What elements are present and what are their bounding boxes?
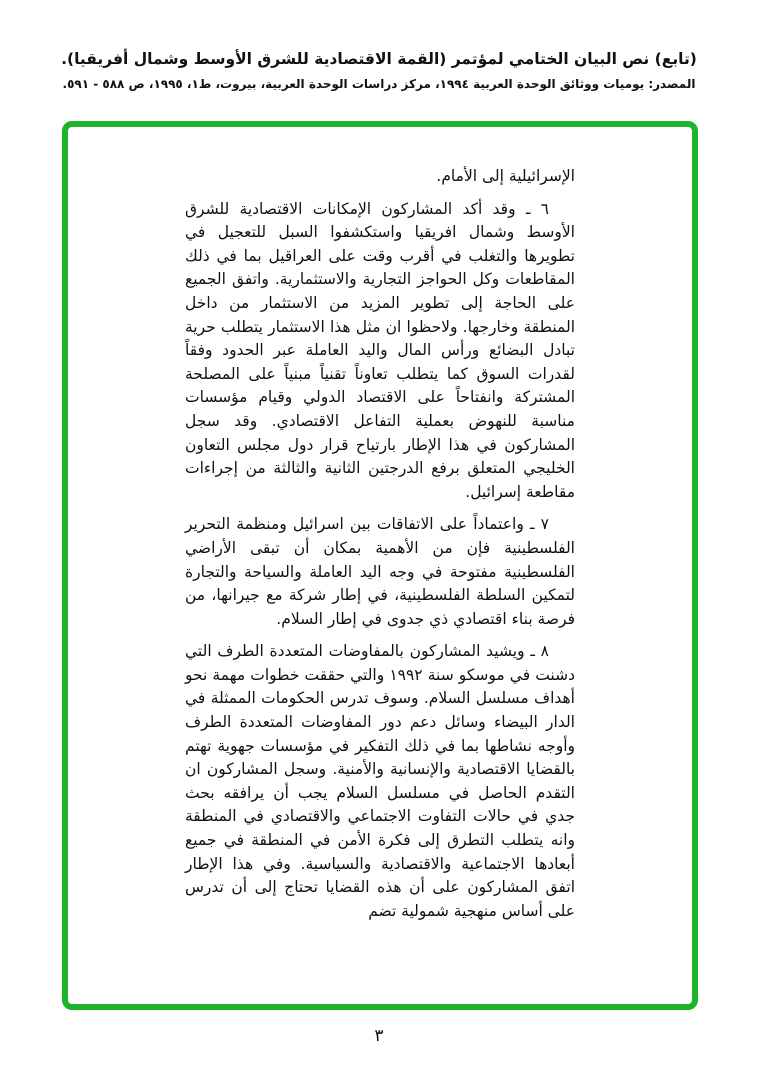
green-highlight-frame [62, 121, 698, 1010]
source-citation: المصدر: يوميات ووثائق الوحدة العربية ١٩٩٤، مركز دراسات الوحدة العربية، بيروت، ط١، ١٩٩٥، ص ٥٨٨ - ٥٩١. [62, 77, 696, 91]
body-paragraph-8: ٨ ـ ويشيد المشاركون بالمفاوضات المتعددة الطرف التي دشنت في موسكو سنة ١٩٩٢ والتي حققت خطوات مهمة نحو أهداف مسلسل السلام. وسوف تدرس الحكومات الممثلة في الدار البيضاء وسائل دعم دور المفاوضات المتعددة الطرف وأوجه نشاطها بما في ذلك التفكير في مؤسسات جهوية تهتم بالقضايا الاقتصادية والإنسانية والأمنية. وسجل المشاركون ان التقدم الحاصل في مسلسل السلام يجب أن يرافقه بحث جدي في حالات التفاوت الاجتماعي والاقتصادي في المنطقة وانه يتطلب التطرق إلى فكرة الأمن في المنطقة في جميع أبعادها الاجتماعية والاقتصادية والسياسية. وفي هذا الإطار اتفق المشاركون على أن هذه القضايا تحتاج إلى أن تدرس على أساس منهجية شمولية تضم [185, 642, 575, 920]
page-header [0, 48, 758, 94]
body-text-column [185, 165, 575, 932]
page-number: ٣ [374, 1026, 384, 1046]
document-title: (تابع) نص البيان الختامي لمؤتمر (القمة الاقتصادية للشرق الأوسط وشمال أفريقيا). [61, 50, 697, 68]
body-paragraph-7: ٧ ـ واعتماداً على الاتفاقات بين اسرائيل ومنظمة التحرير الفلسطينية فإن من الأهمية بمكان أن تبقى الأراضي الفلسطينية مفتوحة في وجه اليد العاملة والسياحة والتجارة لتمكين السلطة الفلسطينية، في إطار شركة مع جيرانها، من فرصة بناء اقتصادي ذي جدوى في إطار السلام. [185, 515, 575, 628]
body-paragraph-continuation: الإسرائيلية إلى الأمام. [436, 167, 575, 185]
body-paragraph-6: ٦ ـ وقد أكد المشاركون الإمكانات الاقتصادية للشرق الأوسط وشمال افريقيا واستكشفوا السبل للتعجيل في تطويرها والتغلب في أقرب وقت على العراقيل بما في ذلك المقاطعات وكل الحواجز التجارية والاستثمارية. واتفق الجميع على الحاجة إلى تطوير المزيد من الاستثمار من داخل المنطقة وخارجها. ولاحظوا ان مثل هذا الاستثمار يتطلب حرية تبادل البضائع ورأس المال واليد العاملة عبر الحدود وفقاً لقدرات السوق كما يتطلب تعاوناً تقنياً مبنياً على المصلحة المشتركة وانفتاحاً على الاقتصاد الدولي وقيام مؤسسات مناسبة للنهوض بعملية التفاعل الاقتصادي. وقد سجل المشاركون في هذا الإطار بارتياح قرار دول مجلس التعاون الخليجي المتعلق برفع الدرجتين الثانية والثالثة من إجراءات مقاطعة إسرائيل. [185, 199, 575, 501]
